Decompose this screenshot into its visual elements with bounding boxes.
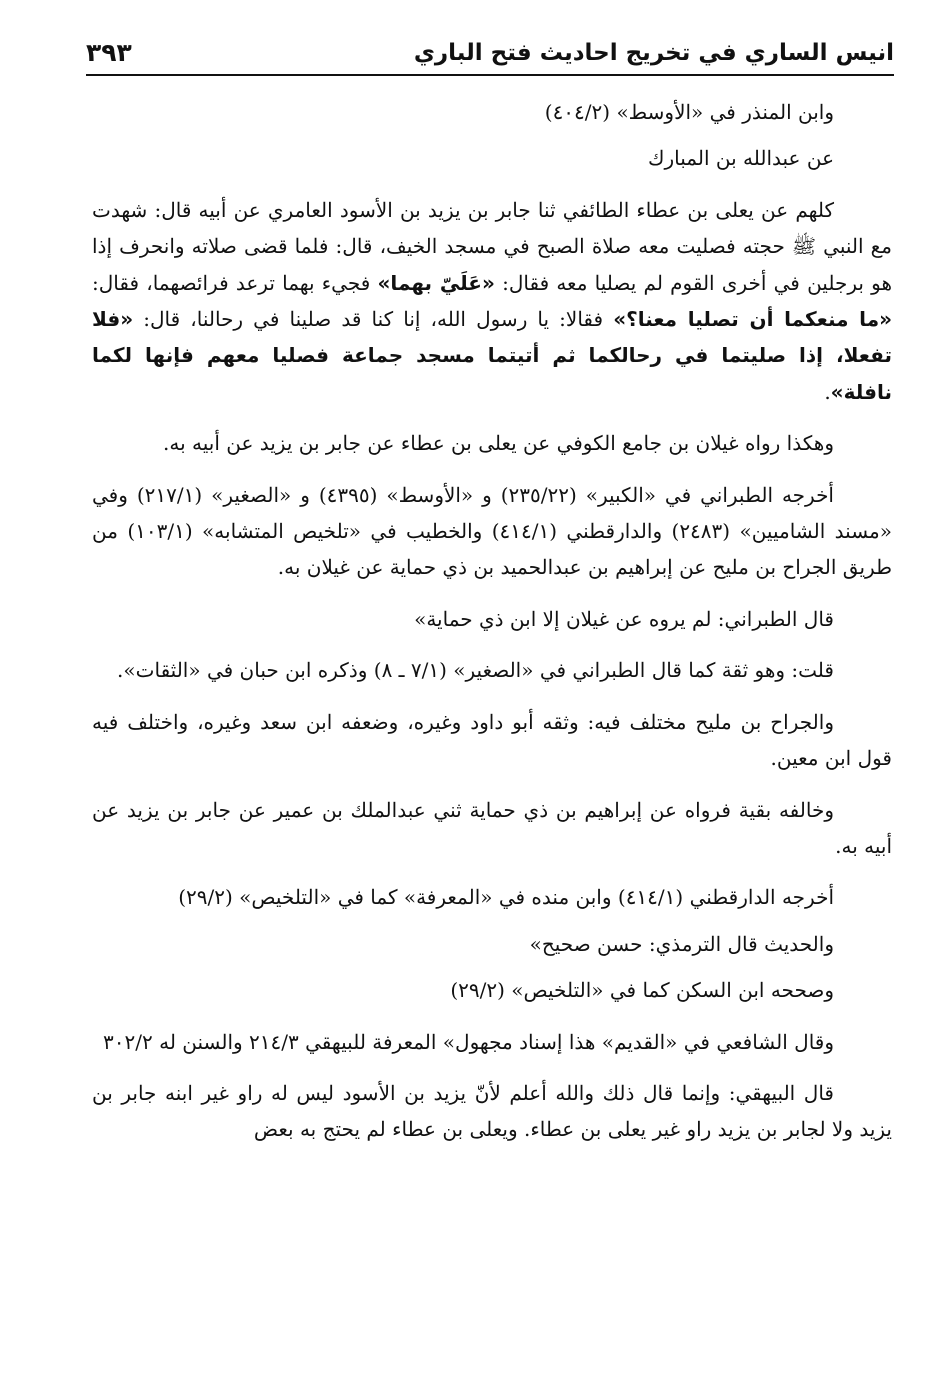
hadith-quote: «ما منعكما أن تصليا معنا؟» (613, 307, 892, 332)
paragraph (92, 192, 892, 410)
text-run: والجراح بن مليح مختلف فيه: وثقه أبو داود وغيره، وضعفه ابن سعد وغيره، واختلف فيه قول ابن معين. (92, 709, 892, 771)
page-number: ٣٩٣ (86, 38, 132, 67)
paragraph (92, 425, 892, 461)
text-run: أخرجه الطبراني في «الكبير» (٢٣٥/٢٢) و «الأوسط» (٤٣٩٥) و «الصغير» (٢١٧/١) وفي «مسند الشاميين» (٢٤٨٣) والدارقطني (٤١٤/١) والخطيب في «تلخيص المتشابه» (١٠٣/١) من طريق الجراح بن مليح عن إبراهيم بن عبدالحميد بن ذي حماية عن غيلان به. (92, 482, 893, 580)
text-run: وصححه ابن السكن كما في «التلخيص» (٢٩/٢) (450, 978, 834, 1003)
text-run: والحديث قال الترمذي: حسن صحيح» (529, 931, 834, 956)
text-run: فجيء بهما ترعد فرائصهما، فقال: (92, 270, 378, 295)
text-run: وابن المنذر في «الأوسط» (٤٠٤/٢) (544, 100, 834, 124)
text-run: وقال الشافعي في «القديم» هذا إسناد مجهول» المعرفة للبيهقي ٢١٤/٣ والسنن له ٣٠٢/٢ (103, 1029, 834, 1054)
text-run: فقالا: يا رسول الله، إنا كنا قد صلينا في رحالنا، قال: (133, 307, 614, 332)
paragraph (92, 926, 892, 962)
paragraph (92, 1075, 892, 1148)
text-run: . (824, 379, 831, 404)
text-run: كلهم عن يعلى بن عطاء الطائفي ثنا جابر بن يزيد بن الأسود العامري عن أبيه قال: شهدت مع النبي ﷺ حجته فصليت معه صلاة الصبح في مسجد الخيف، قال: فلما قضى صلاته وانحرف إذا هو برجلين في أخرى القوم لم يصليا معه فقال: (92, 197, 893, 295)
page-header (86, 30, 894, 74)
text-run: عن عبدالله بن المبارك (648, 146, 834, 171)
text-run: قال البيهقي: وإنما قال ذلك والله أعلم لأنّ يزيد بن الأسود ليس له راو غير ابنه جابر بن يزيد ولا لجابر بن يزيد راو غير يعلى بن عطاء. ويعلى بن عطاء لم يحتج به بعض (92, 1080, 892, 1142)
body-text (92, 94, 892, 1163)
paragraph (92, 477, 892, 586)
paragraph (92, 972, 892, 1008)
paragraph (92, 792, 892, 865)
paragraph (92, 704, 892, 777)
paragraph (92, 1024, 892, 1060)
paragraph (92, 601, 892, 637)
text-run: وخالفه بقية فرواه عن إبراهيم بن ذي حماية ثني عبدالملك بن عمير عن جابر بن يزيد عن أبيه به. (92, 797, 892, 858)
text-run: قلت: وهو ثقة كما قال الطبراني في «الصغير» (٧/١ ـ ٨) وذكره ابن حبان في «الثقات». (117, 658, 834, 683)
paragraph (92, 879, 892, 915)
paragraph (92, 652, 892, 688)
paragraph (92, 140, 892, 176)
hadith-quote: «فلا تفعلا، إذا صليتما في رحالكما ثم أتيتما مسجد جماعة فصليا معهم فإنها لكما نافلة» (92, 307, 892, 404)
text-run: وهكذا رواه غيلان بن جامع الكوفي عن يعلى بن عطاء عن جابر بن يزيد عن أبيه به. (162, 431, 834, 456)
text-run: أخرجه الدارقطني (٤١٤/١) وابن منده في «المعرفة» كما في «التلخيص» (٢٩/٢) (178, 885, 834, 910)
header-rule (86, 74, 894, 76)
hadith-quote: «عَلَيّ بهما» (377, 270, 495, 295)
text-run: قال الطبراني: لم يروه عن غيلان إلا ابن ذي حماية» (414, 606, 834, 631)
running-title: انيس الساري في تخريج احاديث فتح الباري (413, 40, 894, 66)
paragraph (92, 94, 892, 130)
